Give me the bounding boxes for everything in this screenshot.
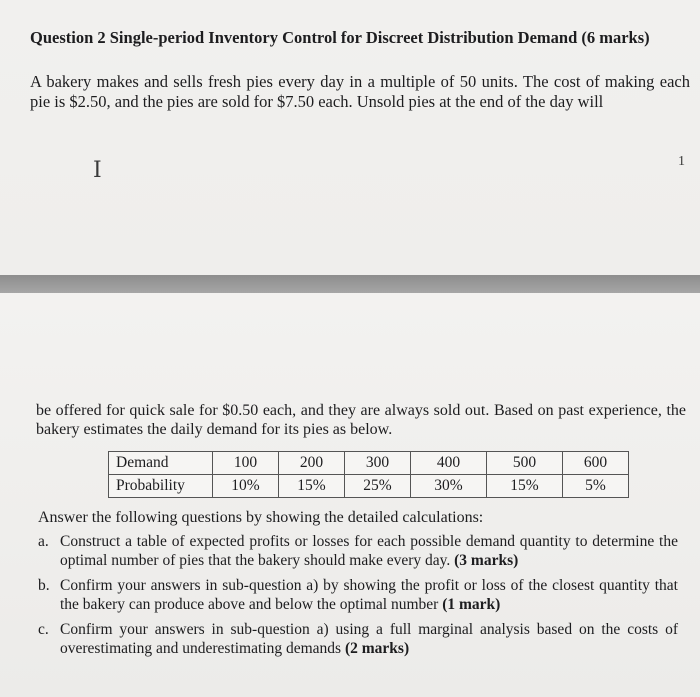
problem-paragraph-2: be offered for quick sale for $0.50 each, and they are always sold out. Based on past experience, the bakery estimates the daily demand for its pies as below. [36,402,686,438]
text-cursor-icon: I [93,158,102,183]
table-cell: 100 [213,452,279,475]
table-cell: 15% [487,475,563,498]
table-cell: 10% [213,475,279,498]
table-row-label: Probability [109,475,213,498]
instructions-text: Answer the following questions by showing the detailed calculations: [38,509,484,526]
subquestion-b [38,576,678,614]
table-row-demand [109,452,629,475]
subquestion-marks: (3 marks) [454,552,519,569]
subquestion-text: Confirm your answers in sub-question a) using a full marginal analysis based on the costs of overestimating and underestimating demands [60,621,678,657]
subquestion-marks: (2 marks) [344,640,410,657]
subquestion-marker: c. [38,621,49,638]
table-row-label: Demand [109,452,213,475]
subquestion-a [38,532,678,570]
table-cell: 5% [563,475,629,498]
table-cell: 15% [279,475,345,498]
table-cell: 200 [279,452,345,475]
table-cell: 30% [411,475,487,498]
subquestion-marker: a. [38,533,49,550]
subquestion-c [38,620,678,658]
table-cell: 25% [345,475,411,498]
subquestion-list [38,532,678,664]
page-number: 1 [678,154,685,169]
question-heading: Question 2 Single-period Inventory Control for Discreet Distribution Demand (6 marks) [30,28,650,47]
table-cell: 400 [411,452,487,475]
subquestion-marks: (1 mark) [442,596,501,613]
table-row-probability [109,475,629,498]
table-cell: 600 [563,452,629,475]
subquestion-text: Confirm your answers in sub-question a) by showing the profit or loss of the closest quantity that the bakery can produce above and below the optimal number [60,577,678,613]
problem-paragraph-1: A bakery makes and sells fresh pies every day in a multiple of 50 units. The cost of making each pie is $2.50, and the pies are sold for $7.50 each. Unsold pies at the end of the day will [30,72,690,111]
table-cell: 500 [487,452,563,475]
subquestion-marker: b. [38,577,50,594]
subquestion-text: Construct a table of expected profits or losses for each possible demand quantity to determine the optimal number of pies that the bakery should make every day. [60,533,678,569]
page-gap-divider [0,275,700,293]
demand-probability-table [108,451,629,498]
table-cell: 300 [345,452,411,475]
